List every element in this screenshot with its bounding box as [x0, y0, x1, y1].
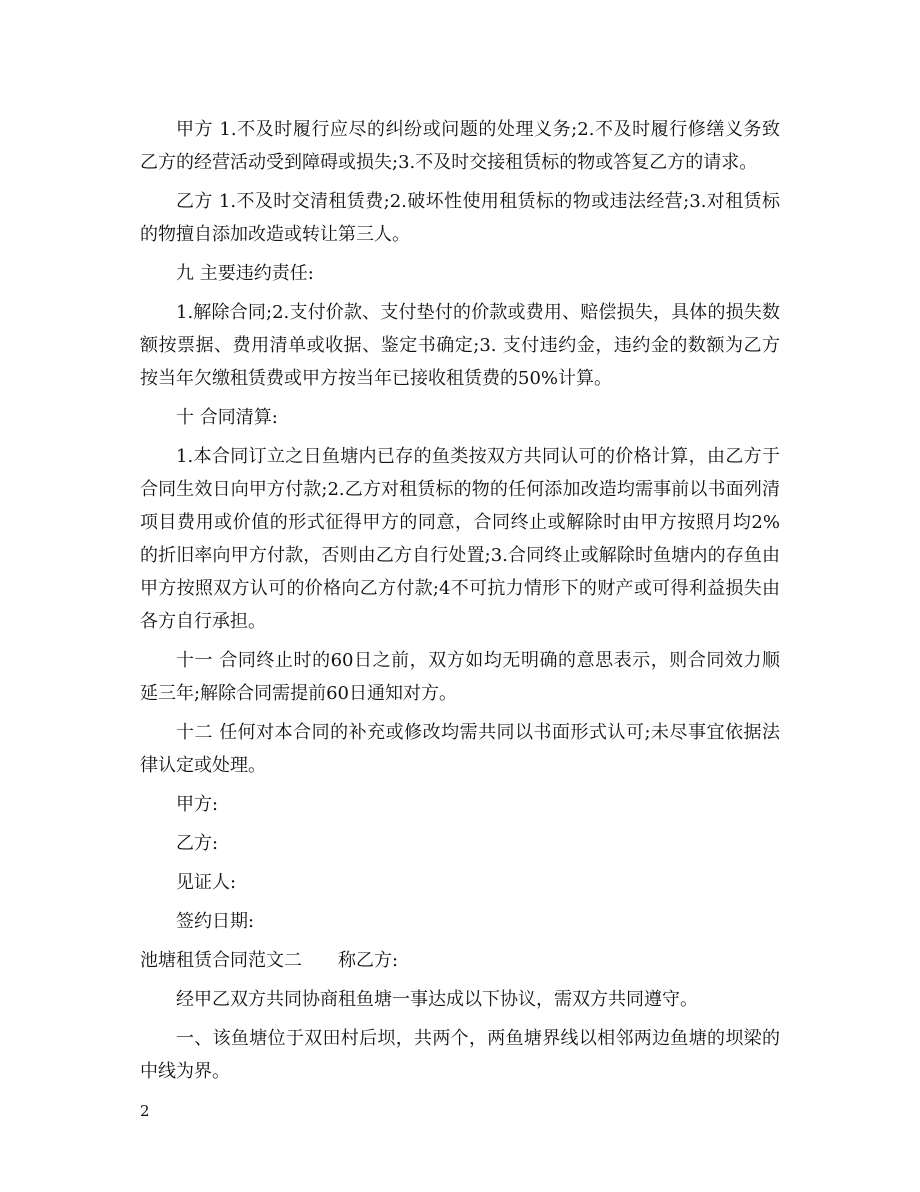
paragraph-section-12: 十二 任何对本合同的补充或修改均需共同以书面形式认可;未尽事宜依据法律认定或处理。: [140, 722, 780, 776]
paragraph-party-a-breach: 甲方 1.不及时履行应尽的纠纷或问题的处理义务;2.不及时履行修缮义务致乙方的经营活动受到障碍或损失;3.不及时交接租赁标的物或答复乙方的请求。: [140, 119, 780, 173]
signature-party-a: 甲方:: [176, 794, 219, 815]
paragraph-party-b-breach: 乙方 1.不及时交清租赁费;2.破坏性使用租赁标的物或违法经营;3.对租赁标的物擅自添加改造或转让第三人。: [140, 191, 780, 245]
paragraph-section-11: 十一 合同终止时的60日之前，双方如均无明确的意思表示，则合同效力顺延三年;解除合同需提前60日通知对方。: [140, 650, 780, 704]
sample-two-title: 池塘租赁合同范文二 称乙方:: [140, 950, 399, 971]
document-body: [140, 113, 780, 1094]
paragraph-settlement-items: 1.本合同订立之日鱼塘内已存的鱼类按双方共同认可的价格计算，由乙方于合同生效日向甲方付款;2.乙方对租赁标的物的任何添加改造均需事前以书面列清项目费用或价值的形式征得甲方的同意，合同终止或解除时由甲方按照月均2%的折旧率向甲方付款，否则由乙方自行处置;3.合同终止或解除时鱼塘内的存鱼由甲方按照双方认可的价格向乙方付款;4不可抗力情形下的财产或可得利益损失由各方自行承担。: [140, 446, 780, 632]
paragraph-liability-items: 1.解除合同;2.支付价款、支付垫付的价款或费用、赔偿损失，具体的损失数额按票据、费用清单或收据、鉴定书确定;3. 支付违约金，违约金的数额为乙方按当年欠缴租赁费或甲方按当年已接收租赁费的50%计算。: [140, 302, 780, 389]
signature-party-b: 乙方:: [176, 833, 219, 854]
page-number: 2: [140, 1102, 150, 1120]
signature-witness: 见证人:: [176, 872, 237, 893]
heading-section-9: 九 主要违约责任:: [176, 263, 314, 284]
signature-date: 签约日期:: [176, 911, 255, 932]
heading-section-10: 十 合同清算:: [176, 407, 278, 428]
paragraph-pond-location: 一、该鱼塘位于双田村后坝，共两个，两鱼塘界线以相邻两边鱼塘的坝梁的中线为界。: [140, 1028, 780, 1082]
paragraph-agreement-intro: 经甲乙双方共同协商租鱼塘一事达成以下协议，需双方共同遵守。: [176, 989, 698, 1010]
